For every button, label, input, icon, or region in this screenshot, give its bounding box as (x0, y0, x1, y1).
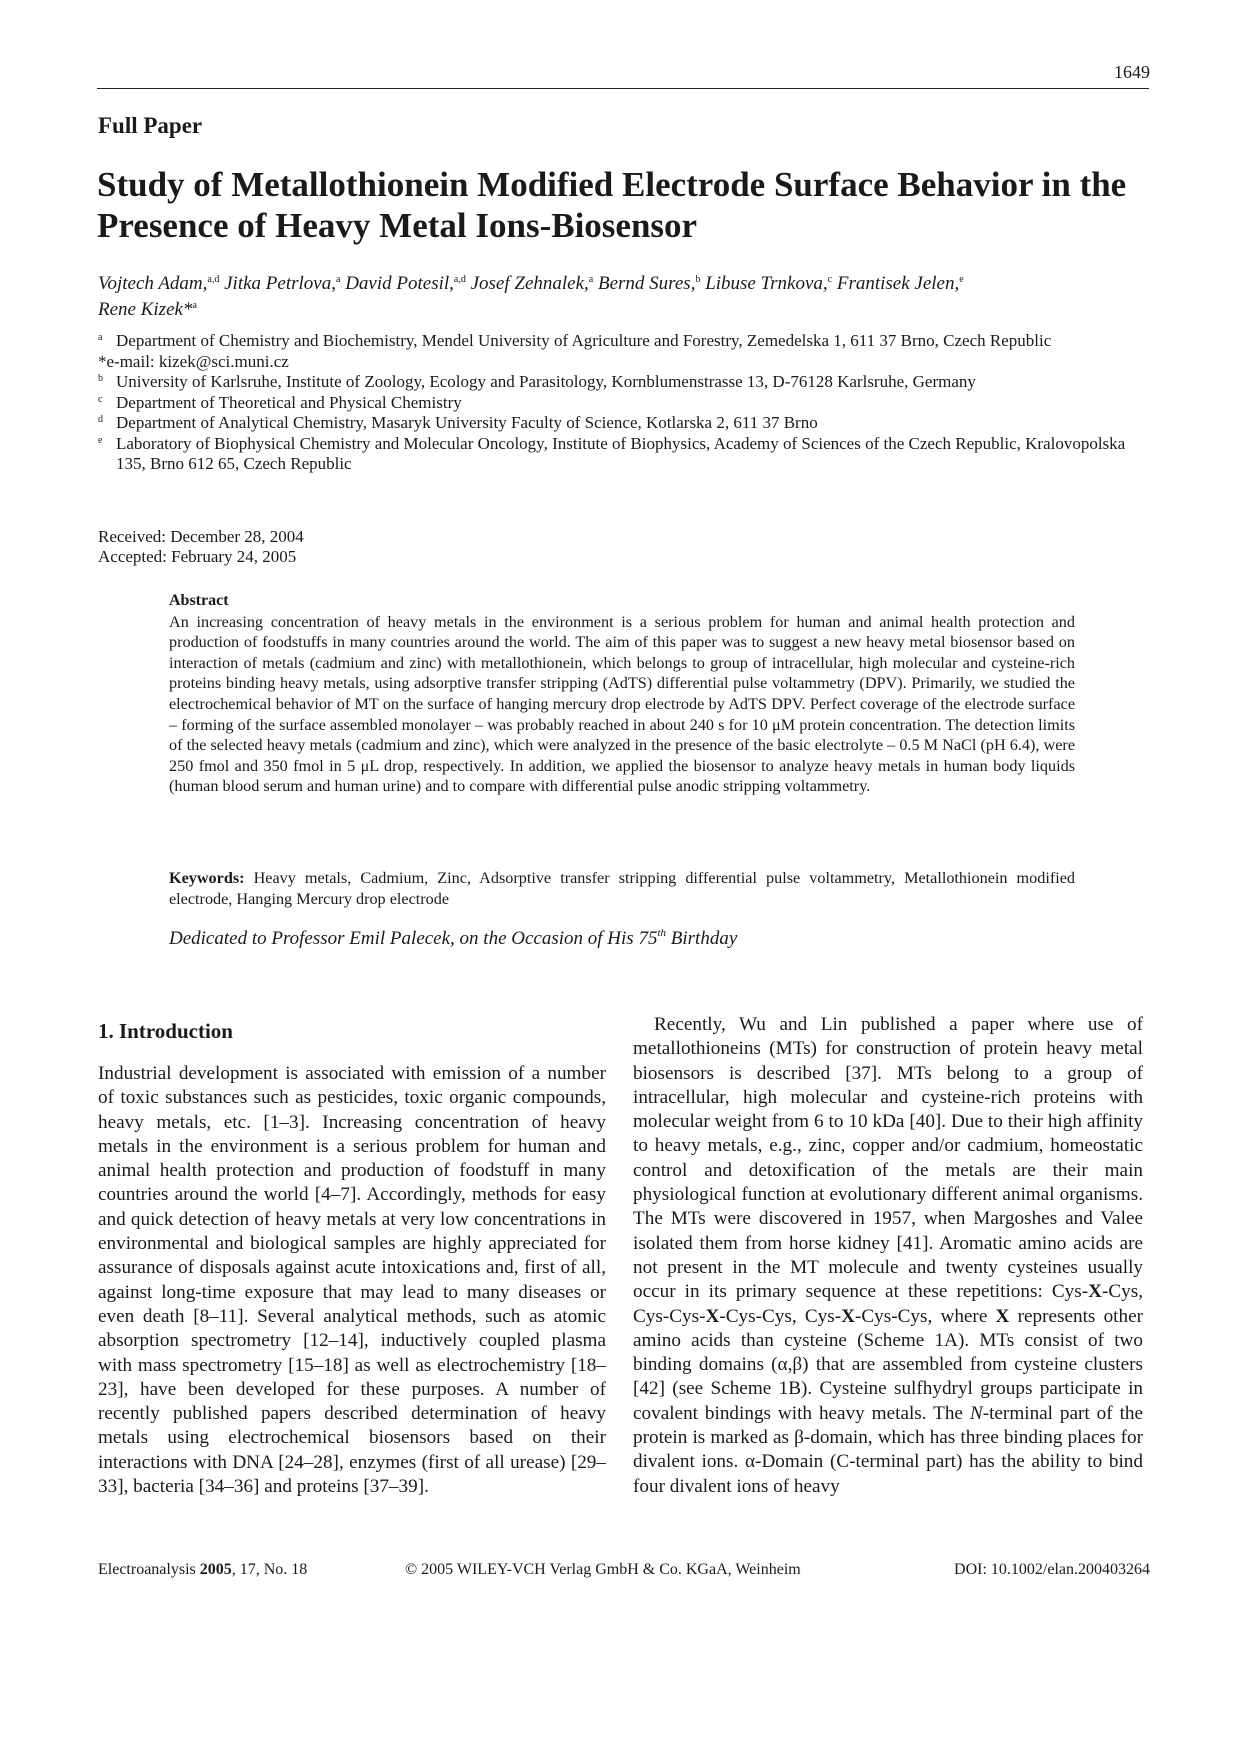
journal-volume: , 17, No. 18 (231, 1561, 308, 1578)
author-list: Vojtech Adam,$^{a,d}$ Jitka Petrlova,$^a$ David Potesil,$^{a,d}$ Josef Zehnalek,$^a$ Bernd Sures,$^b$ Libuse Trnkova,$^c$ Frantisek Jelen,$^e$ Rene Kizek*$^a$ (98, 273, 964, 320)
amino-acid-symbol: X (1088, 1281, 1102, 1303)
footer-copyright: © 2005 WILEY-VCH Verlag GmbH & Co. KGaA, Weinheim (405, 1561, 801, 1578)
introduction-heading: 1. Introduction (98, 1019, 233, 1043)
author-name: Josef Zehnalek (470, 273, 585, 294)
affiliation-text: University of Karlsruhe, Institute of Zoology, Ecology and Parasitology, Kornblumenstrasse 13, D-76128 Karlsruhe, Germany (116, 372, 976, 391)
paper-title: Study of Metallothionein Modified Electrode Surface Behavior in the Presence of Heavy Metal Ions-Biosensor (97, 165, 1127, 245)
footer-doi: DOI: 10.1002/elan.200403264 (954, 1561, 1150, 1578)
received-date: Received: December 28, 2004 (98, 527, 304, 546)
journal-year: 2005 (199, 1561, 232, 1578)
author-affiliation-mark: e (959, 274, 964, 285)
author-affiliation-mark: a (192, 300, 197, 311)
affiliation-text: Laboratory of Biophysical Chemistry and Molecular Oncology, Institute of Biophysics, Academy of Sciences of the Czech Republic, Kralovopolska 135, Brno 612 65, Czech Republic (116, 433, 1126, 473)
affiliation-text: Department of Analytical Chemistry, Masaryk University Faculty of Science, Kotlarska 2, 611 37 Brno (116, 413, 818, 432)
affiliation-d: d Department of Analytical Chemistry, Masaryk University Faculty of Science, Kotlarska 2, 611 37 Brno (98, 413, 1153, 434)
author-name: Vojtech Adam (98, 273, 203, 294)
author-name: Rene Kizek* (98, 299, 193, 320)
introduction-left-column: Industrial development is associated with emission of a number of toxic substances such as pesticides, toxic organic compounds, heavy metals, etc. [1–3]. Increasing concentration of heavy metals in the environment is a serious problem for human and animal health protection and production of foodstuff in many countries around the world [4–7]. Accordingly, methods for easy and quick detection of heavy metals at very low concentrations in environmental and biological samples are highly appreciated for assurance of disposals against acute intoxications and, first of all, against long-time exposure that may lead to many diseases or even death [8–11]. Several analytical methods, such as atomic absorption spectrometry [12–14], inductively coupled plasma with mass spectrometry [15–18] as well as electrochemistry [18–23], have been developed for these purposes. A number of recently published papers described determination of heavy metals using electrochemical biosensors based on their interactions with DNA [24–28], enzymes (first of all urease) [29–33], bacteria [34–36] and proteins [37–39]. (98, 1063, 606, 1498)
keywords-text: Heavy metals, Cadmium, Zinc, Adsorptive transfer stripping differential pulse voltammetry, Metallothionein modified electrode, Hanging Mercury drop electrode (169, 869, 1075, 908)
affiliation-text: Department of Theoretical and Physical Chemistry (116, 392, 462, 412)
affiliations (98, 331, 1153, 475)
affiliation-a: a Department of Chemistry and Biochemistry, Mendel University of Agriculture and Forestry, Zemedelska 1, 611 37 Brno, Czech Republic (98, 331, 1153, 352)
paragraph-text: represents other amino acids than cysteine (Scheme 1A). MTs consist of two binding domains (α,β) that are assembled from cysteine clusters [42] (see Scheme 1B). Cysteine sulfhydryl groups participate in covalent bindings with heavy metals. The (633, 1305, 1143, 1424)
page-number: 1649 (1114, 62, 1150, 82)
motif-text: Cys- (1051, 1281, 1089, 1303)
dedication-ordinal: th (657, 927, 667, 939)
abstract-text: An increasing concentration of heavy metals in the environment is a serious problem for human and animal health protection and production of foodstuffs in many countries around the world. The aim of this paper was to suggest a new heavy metal biosensor based on interaction of metals (cadmium and zinc) with metallothionein, which belongs to group of intracellular, high molecular and cysteine-rich proteins binding heavy metals, using adsorptive transfer stripping (AdTS) differential pulse voltammetry (DPV). Primarily, we studied the electrochemical behavior of MT on the surface of hanging mercury drop electrode by AdTS DPV. Perfect coverage of the electrode surface – forming of the surface assembled monolayer – was probably reached in about 240 s for 10 μM protein concentration. The detection limits of the selected heavy metals (cadmium and zinc), which were analyzed in the presence of the basic electrolyte – 0.5 M NaCl (pH 6.4), were 250 fmol and 350 fmol in 5 μL drop, respectively. In addition, we applied the biosensor to analyze heavy metals in human body liquids (human blood serum and human urine) and to compare with differential pulse anodic stripping voltammetry. (169, 612, 1075, 796)
author-affiliation-mark: c (827, 274, 833, 285)
affiliation-c: c Department of Theoretical and Physical Chemistry (98, 393, 1153, 414)
motif-text: -Cys-Cys, (719, 1305, 805, 1327)
journal-name: Electroanalysis (98, 1561, 200, 1578)
author-name: Bernd Sures (597, 273, 691, 294)
footer-journal (98, 1561, 307, 1579)
n-terminal-symbol: N (969, 1402, 983, 1424)
author-affiliation-mark: a,d (453, 274, 466, 285)
dedication-tail: Birthday (666, 928, 738, 949)
submission-dates (98, 527, 304, 567)
motif-text: -Cys, (1101, 1281, 1143, 1303)
author-name: Frantisek Jelen (836, 273, 955, 294)
paragraph-text: -terminal part of the protein is marked as β-domain, which has three binding places for divalent ions. α-Domain (C-terminal part) has the ability to bind four divalent ions of heavy (633, 1402, 1144, 1497)
abstract (169, 591, 1075, 797)
affiliation-text: Department of Chemistry and Biochemistry, Mendel University of Agriculture and Forestry, Zemedelska 1, 611 37 Brno, Czech Republic (116, 331, 1052, 350)
dedication-text: Dedicated to Professor Emil Palecek, on the Occasion of His 75 (169, 928, 658, 949)
affiliation-b: b University of Karlsruhe, Institute of Zoology, Ecology and Parasitology, Kornblumenstrasse 13, D-76128 Karlsruhe, Germany (98, 372, 1153, 393)
amino-acid-symbol: X (705, 1305, 720, 1327)
introduction-right-column (633, 1013, 1143, 1499)
motif-text: -Cys-Cys, where (854, 1305, 996, 1327)
paragraph-text: Recently, Wu and Lin published a paper where use of metallothioneins (MTs) for construction of protein heavy metal biosensors is described [37]. MTs belong to a group of intracellular, high molecular and cysteine-rich proteins with molecular weight from 6 to 10 kDa [40]. Due to their high affinity to heavy metals, e.g., zinc, copper and/or cadmium, homeostatic control and detoxification of the metals are their main physiological function at evolutionary different animal organisms. The MTs were discovered in 1957, when Margoshes and Valee isolated them from horse kidney [41]. Aromatic amino acids are not present in the MT molecule and twenty cysteines usually occur in its primary sequence at these repetitions: (633, 1014, 1143, 1303)
author-name: David Potesil (345, 273, 450, 294)
keywords-label: Keywords: (169, 869, 245, 887)
header-rule (97, 88, 1149, 89)
keywords (169, 868, 1075, 910)
affiliation-e: e Laboratory of Biophysical Chemistry and Molecular Oncology, Institute of Biophysics, Academy of Sciences of the Czech Republic, Kralovopolska 135, Brno 612 65, Czech Republic (98, 434, 1153, 475)
author-affiliation-mark: a,d (207, 274, 220, 285)
motif-text: Cys- (804, 1305, 842, 1327)
abstract-heading: Abstract (169, 592, 229, 609)
contact-email: *e-mail: kizek@sci.muni.cz (98, 351, 289, 371)
section-label: Full Paper (98, 113, 203, 138)
accepted-date: Accepted: February 24, 2005 (98, 547, 297, 566)
motif-text: Cys-Cys- (633, 1305, 706, 1327)
author-affiliation-mark: a (335, 274, 341, 285)
author-affiliation-mark: a (588, 274, 594, 285)
author-name: Jitka Petrlova (224, 273, 332, 294)
dedication (169, 928, 737, 950)
amino-acid-symbol: X (841, 1305, 855, 1327)
author-name: Libuse Trnkova (705, 273, 823, 294)
amino-acid-symbol: X (995, 1305, 1010, 1327)
author-affiliation-mark: b (695, 274, 701, 285)
